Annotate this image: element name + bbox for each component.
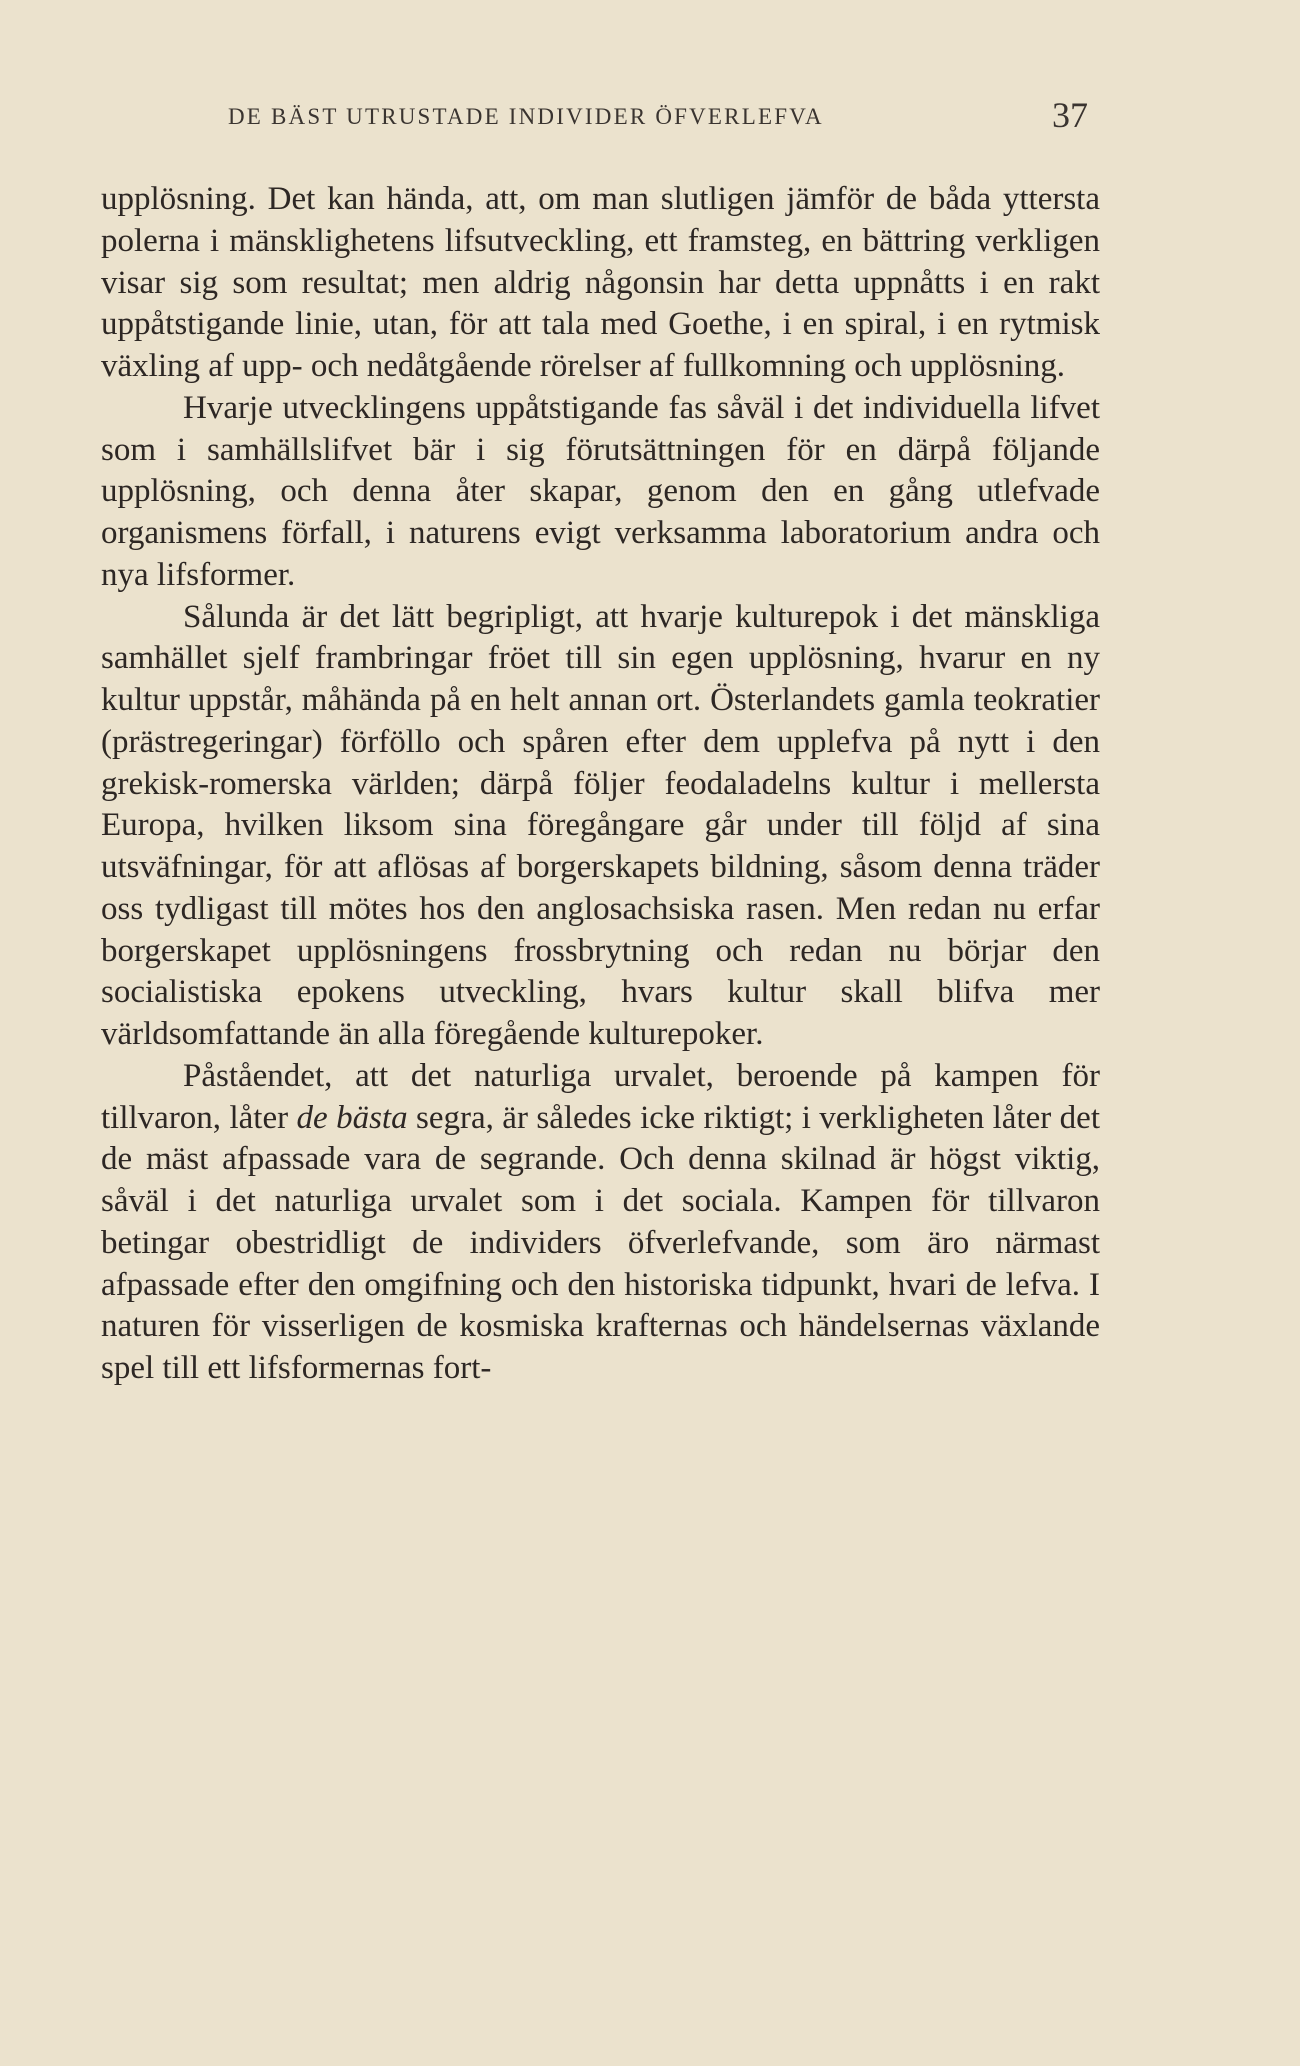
paragraph-2: Hvarje utvecklingens uppåtstigande fas såväl i det individuella lifvet som i samhällslifvet bär i sig förutsättningen för en därpå följande upplösning, och denna åter skapar, genom den en gång utlefvade organismens förfall, i naturens evigt verksamma laboratorium andra och nya lifsformer. [101, 389, 1100, 593]
running-head [228, 92, 1088, 142]
paragraph-4-text-after: segra, är således icke riktigt; i verkligheten låter det de mäst afpassade vara de segrande. Och denna skilnad är högst viktig, såväl i det naturliga urvalet som i det sociala. Kampen för tillvaron betingar obestridligt de individers öfverlefvande, som äro närmast afpassade efter den omgifning och den historiska tidpunkt, hvari de lefva. I naturen för visserligen de kosmiska krafternas och händelsernas växlande spel till ett lifsformernas fort- [101, 1099, 1100, 1386]
page-number: 37 [1052, 95, 1088, 135]
paragraph-1: upplösning. Det kan hända, att, om man slutligen jämför de båda yttersta polerna i mänsklighetens lifsutveckling, ett framsteg, en bättring verkligen visar sig som resultat; men aldrig någonsin har detta uppnåtts i en rakt uppåtstigande linie, utan, för att tala med Goethe, i en spiral, i en rytmisk växling af upp- och nedåtgående rörelser af fullkomning och upplösning. [101, 181, 1100, 384]
running-title: DE BÄST UTRUSTADE INDIVIDER ÖFVERLEFVA [228, 104, 824, 129]
body-text [101, 179, 1100, 1390]
emphasis-de-basta: de bästa [296, 1099, 408, 1136]
paragraph-4 [101, 1056, 1100, 1390]
paragraph-4-text-before: Påståendet, att det naturliga urvalet, beroende på kampen för tillvaron, låter [101, 1057, 1100, 1136]
paragraph-3: Sålunda är det lätt begripligt, att hvarje kulturepok i det mänskliga samhället sjelf frambringar fröet till sin egen upplösning, hvarur en ny kultur uppstår, måhända på en helt annan ort. Österlandets gamla teokratier (prästregeringar) förföllo och spåren efter dem upplefva på nytt i den grekisk-romerska världen; därpå följer feodaladelns kultur i mellersta Europa, hvilken liksom sina föregångare går under till följd af sina utsväfningar, för att aflösas af borgerskapets bildning, såsom denna träder oss tydligast till mötes hos den anglosachsiska rasen. Men redan nu erfar borgerskapet upplösningens frossbrytning och redan nu börjar den socialistiska epokens utveckling, hvars kultur skall blifva mer världsomfattande än alla föregående kulturepoker. [101, 598, 1100, 1052]
